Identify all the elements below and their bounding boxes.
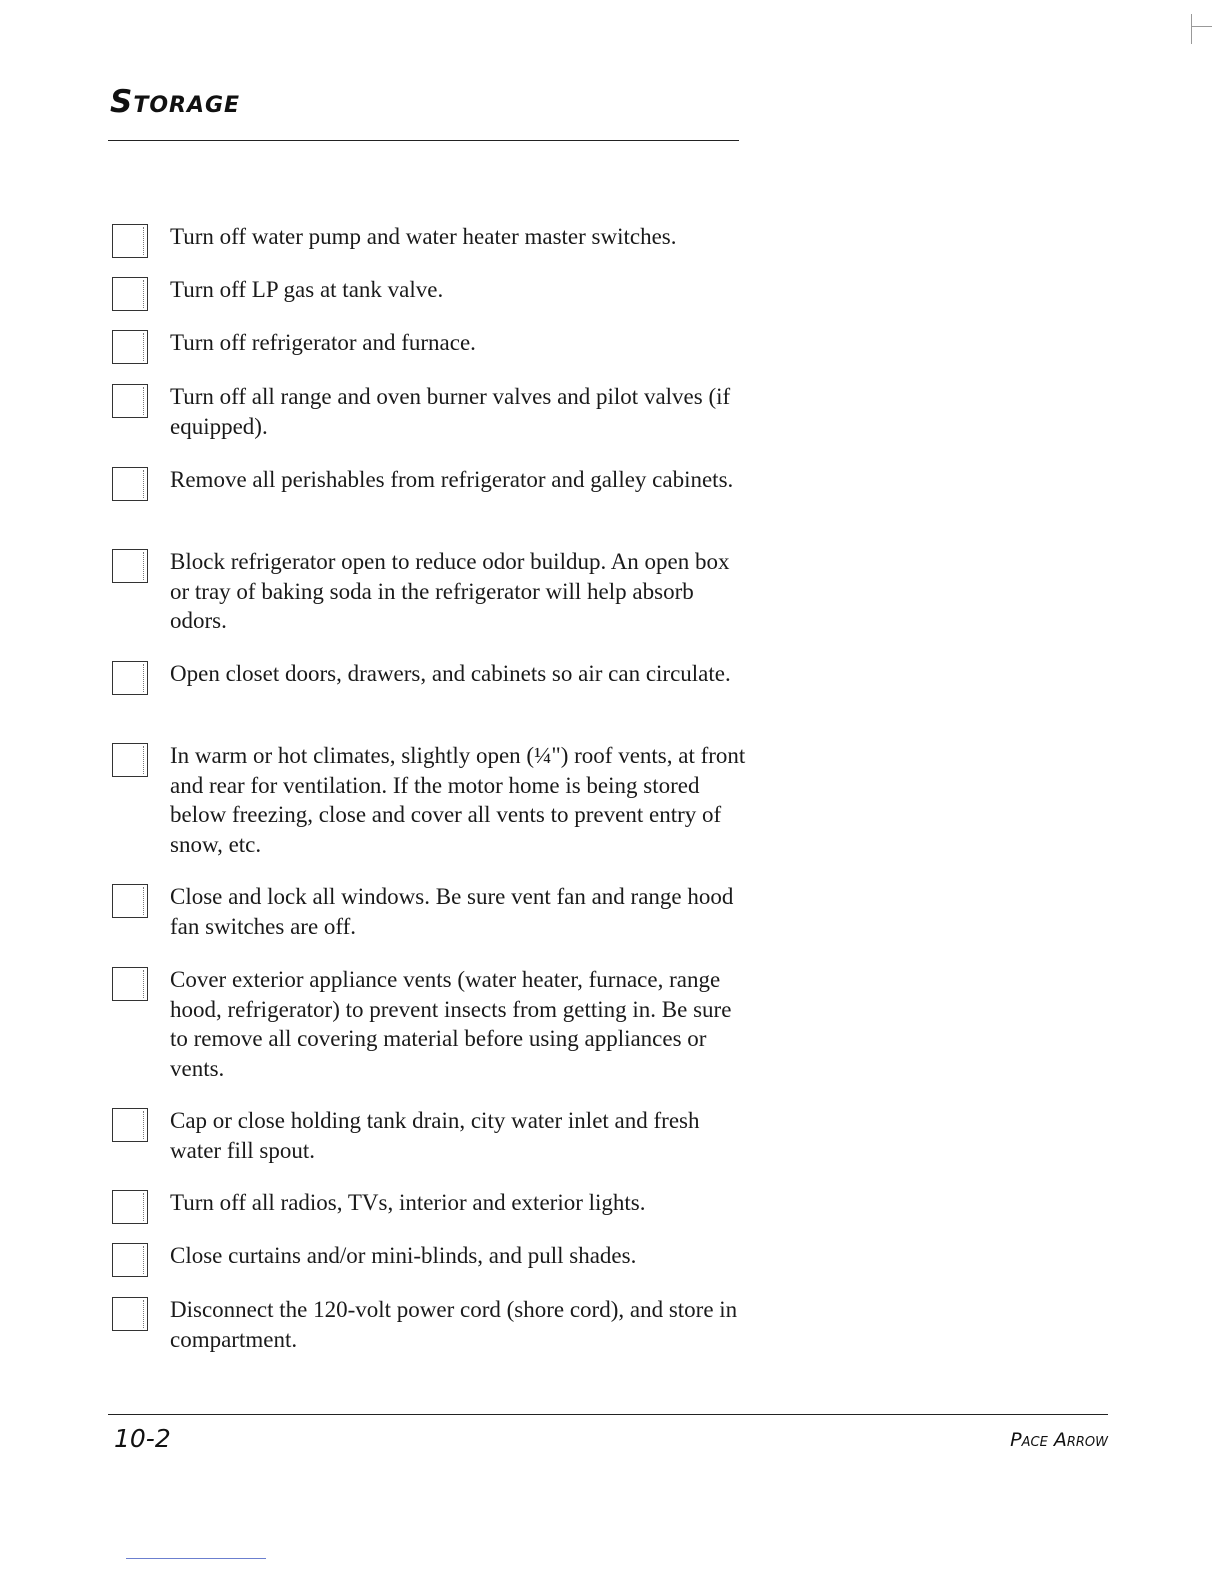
checkbox[interactable] bbox=[112, 1190, 148, 1224]
checklist-item-text: In warm or hot climates, slightly open (¼") roof vents, at front and rear for ventilation. If the motor home is being stored below freezing, close and cover all vents to prevent entry of snow, etc. bbox=[170, 743, 746, 857]
checkbox[interactable] bbox=[112, 967, 148, 1001]
checklist-item-text: Close and lock all windows. Be sure vent fan and range hood fan switches are off. bbox=[170, 884, 734, 939]
checklist-item-text: Close curtains and/or mini-blinds, and pull shades. bbox=[170, 1243, 637, 1268]
page-title: Storage bbox=[110, 84, 241, 120]
checklist-item-text: Turn off water pump and water heater master switches. bbox=[170, 224, 677, 249]
checkbox[interactable] bbox=[112, 549, 148, 583]
checklist-item-text: Turn off refrigerator and furnace. bbox=[170, 330, 476, 355]
checkbox[interactable] bbox=[112, 1297, 148, 1331]
bottom-edge-line bbox=[126, 1558, 266, 1559]
checkbox[interactable] bbox=[112, 277, 148, 311]
checkbox[interactable] bbox=[112, 330, 148, 364]
checklist-item-text: Disconnect the 120-volt power cord (shore cord), and store in compartment. bbox=[170, 1297, 738, 1352]
checkbox[interactable] bbox=[112, 743, 148, 777]
footer-brand: Pace Arrow bbox=[1010, 1429, 1108, 1451]
checkbox[interactable] bbox=[112, 661, 148, 695]
page-number: 10-2 bbox=[114, 1424, 171, 1453]
checklist-item-text: Cover exterior appliance vents (water heater, furnace, range hood, refrigerator) to prevent insects from getting in. Be sure to remove all covering material before using appliances or vents. bbox=[170, 967, 732, 1081]
checkbox[interactable] bbox=[112, 884, 148, 918]
checklist-item-text: Open closet doors, drawers, and cabinets so air can circulate. bbox=[170, 661, 731, 686]
checkbox[interactable] bbox=[112, 224, 148, 258]
checkbox[interactable] bbox=[112, 1243, 148, 1277]
checklist-item-text: Turn off LP gas at tank valve. bbox=[170, 277, 444, 302]
checkbox[interactable] bbox=[112, 384, 148, 418]
checklist-item-text: Cap or close holding tank drain, city water inlet and fresh water fill spout. bbox=[170, 1108, 700, 1163]
checklist-item-text: Remove all perishables from refrigerator and galley cabinets. bbox=[170, 467, 734, 492]
checkbox[interactable] bbox=[112, 467, 148, 501]
checklist-item-text: Turn off all radios, TVs, interior and exterior lights. bbox=[170, 1190, 646, 1215]
checklist-item-text: Turn off all range and oven burner valves and pilot valves (if equipped). bbox=[170, 384, 731, 439]
checkbox[interactable] bbox=[112, 1108, 148, 1142]
footer-divider bbox=[108, 1414, 1108, 1415]
checklist-item-text: Block refrigerator open to reduce odor buildup. An open box or tray of baking soda in the refrigerator will help absorb odors. bbox=[170, 549, 730, 633]
